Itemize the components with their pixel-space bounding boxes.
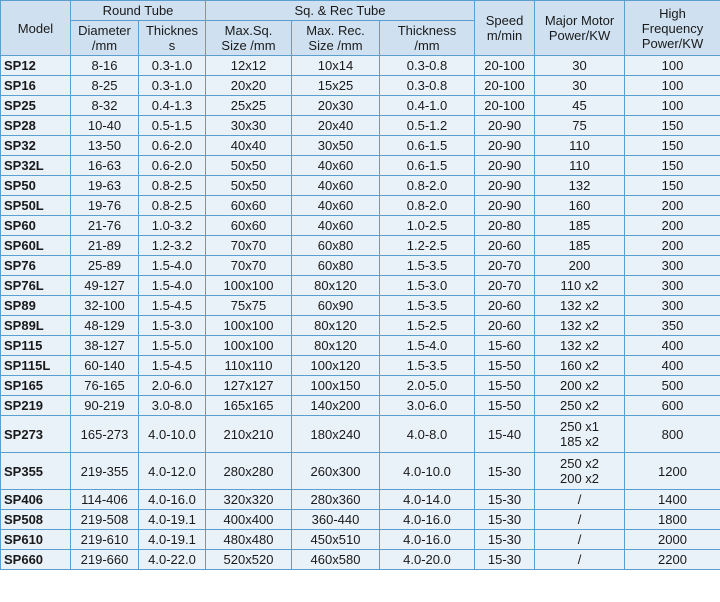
cell-motor-power: 132 x2 xyxy=(535,336,625,356)
cell-max-sq-size: 25x25 xyxy=(206,96,292,116)
cell-max-sq-size: 60x60 xyxy=(206,216,292,236)
cell-hf-power: 150 xyxy=(625,156,720,176)
cell-max-sq-size: 100x100 xyxy=(206,336,292,356)
cell-speed: 15-50 xyxy=(475,396,535,416)
cell-max-sq-size: 127x127 xyxy=(206,376,292,396)
cell-motor-power: 45 xyxy=(535,96,625,116)
cell-diameter: 13-50 xyxy=(71,136,139,156)
table-row xyxy=(1,236,720,256)
cell-diameter: 19-76 xyxy=(71,196,139,216)
cell-model: SP508 xyxy=(1,510,71,530)
cell-diameter: 16-63 xyxy=(71,156,139,176)
cell-model: SP12 xyxy=(1,56,71,76)
cell-model: SP273 xyxy=(1,416,71,453)
cell-motor-power: 200 xyxy=(535,256,625,276)
cell-model: SP50L xyxy=(1,196,71,216)
cell-diameter: 48-129 xyxy=(71,316,139,336)
cell-max-sq-size: 320x320 xyxy=(206,490,292,510)
cell-round-thickness: 1.0-3.2 xyxy=(139,216,206,236)
cell-hf-power: 350 xyxy=(625,316,720,336)
cell-model: SP89 xyxy=(1,296,71,316)
cell-speed: 15-30 xyxy=(475,510,535,530)
cell-round-thickness: 0.8-2.5 xyxy=(139,176,206,196)
header-diameter: Diameter /mm xyxy=(71,21,139,56)
cell-max-sq-size: 70x70 xyxy=(206,256,292,276)
header-max-rec-size: Max. Rec. Size /mm xyxy=(292,21,380,56)
cell-diameter: 21-76 xyxy=(71,216,139,236)
cell-max-sq-size: 210x210 xyxy=(206,416,292,453)
cell-max-rec-size: 280x360 xyxy=(292,490,380,510)
cell-sq-thickness: 4.0-8.0 xyxy=(380,416,475,453)
cell-round-thickness: 0.5-1.5 xyxy=(139,116,206,136)
cell-speed: 20-60 xyxy=(475,236,535,256)
cell-hf-power: 2200 xyxy=(625,550,720,570)
cell-diameter: 219-355 xyxy=(71,453,139,490)
header-round-tube: Round Tube xyxy=(71,1,206,21)
cell-diameter: 8-32 xyxy=(71,96,139,116)
cell-round-thickness: 1.2-3.2 xyxy=(139,236,206,256)
cell-diameter: 219-660 xyxy=(71,550,139,570)
cell-max-sq-size: 280x280 xyxy=(206,453,292,490)
cell-max-sq-size: 40x40 xyxy=(206,136,292,156)
cell-speed: 15-30 xyxy=(475,453,535,490)
cell-max-rec-size: 180x240 xyxy=(292,416,380,453)
cell-max-sq-size: 520x520 xyxy=(206,550,292,570)
cell-motor-power: 250 x1 185 x2 xyxy=(535,416,625,453)
cell-max-sq-size: 20x20 xyxy=(206,76,292,96)
cell-motor-power: 160 x2 xyxy=(535,356,625,376)
header-hf-power: High Frequency Power/KW xyxy=(625,1,720,56)
cell-max-sq-size: 50x50 xyxy=(206,176,292,196)
cell-max-rec-size: 80x120 xyxy=(292,316,380,336)
cell-max-sq-size: 480x480 xyxy=(206,530,292,550)
cell-round-thickness: 4.0-19.1 xyxy=(139,530,206,550)
cell-speed: 15-50 xyxy=(475,356,535,376)
cell-speed: 20-90 xyxy=(475,156,535,176)
cell-round-thickness: 2.0-6.0 xyxy=(139,376,206,396)
cell-hf-power: 200 xyxy=(625,216,720,236)
cell-motor-power: 185 xyxy=(535,216,625,236)
cell-round-thickness: 1.5-5.0 xyxy=(139,336,206,356)
cell-motor-power: 185 xyxy=(535,236,625,256)
table-row xyxy=(1,316,720,336)
table-row xyxy=(1,376,720,396)
cell-diameter: 32-100 xyxy=(71,296,139,316)
cell-model: SP165 xyxy=(1,376,71,396)
cell-max-rec-size: 80x120 xyxy=(292,276,380,296)
cell-round-thickness: 0.4-1.3 xyxy=(139,96,206,116)
cell-diameter: 165-273 xyxy=(71,416,139,453)
cell-round-thickness: 0.3-1.0 xyxy=(139,76,206,96)
table-row xyxy=(1,550,720,570)
header-model: Model xyxy=(1,1,71,56)
cell-hf-power: 100 xyxy=(625,76,720,96)
cell-diameter: 10-40 xyxy=(71,116,139,136)
cell-speed: 20-80 xyxy=(475,216,535,236)
cell-hf-power: 1200 xyxy=(625,453,720,490)
cell-max-rec-size: 60x80 xyxy=(292,256,380,276)
cell-max-rec-size: 100x120 xyxy=(292,356,380,376)
cell-max-rec-size: 20x40 xyxy=(292,116,380,136)
cell-hf-power: 200 xyxy=(625,236,720,256)
cell-speed: 20-90 xyxy=(475,136,535,156)
table-row xyxy=(1,116,720,136)
cell-hf-power: 1800 xyxy=(625,510,720,530)
cell-motor-power: 75 xyxy=(535,116,625,136)
cell-sq-thickness: 1.5-3.5 xyxy=(380,256,475,276)
table-row xyxy=(1,96,720,116)
cell-speed: 20-70 xyxy=(475,276,535,296)
cell-hf-power: 600 xyxy=(625,396,720,416)
cell-sq-thickness: 0.6-1.5 xyxy=(380,136,475,156)
cell-hf-power: 150 xyxy=(625,136,720,156)
cell-max-rec-size: 360-440 xyxy=(292,510,380,530)
cell-model: SP610 xyxy=(1,530,71,550)
cell-motor-power: 30 xyxy=(535,56,625,76)
table-row xyxy=(1,453,720,490)
cell-hf-power: 300 xyxy=(625,256,720,276)
table-row xyxy=(1,530,720,550)
cell-sq-thickness: 2.0-5.0 xyxy=(380,376,475,396)
cell-model: SP60 xyxy=(1,216,71,236)
table-row xyxy=(1,216,720,236)
cell-max-sq-size: 50x50 xyxy=(206,156,292,176)
cell-sq-thickness: 1.5-2.5 xyxy=(380,316,475,336)
cell-max-rec-size: 80x120 xyxy=(292,336,380,356)
cell-max-rec-size: 40x60 xyxy=(292,156,380,176)
cell-max-rec-size: 260x300 xyxy=(292,453,380,490)
header-max-sq-size: Max.Sq. Size /mm xyxy=(206,21,292,56)
header-round-thickness: Thicknes s xyxy=(139,21,206,56)
cell-sq-thickness: 3.0-6.0 xyxy=(380,396,475,416)
cell-max-sq-size: 100x100 xyxy=(206,316,292,336)
cell-round-thickness: 4.0-12.0 xyxy=(139,453,206,490)
cell-diameter: 114-406 xyxy=(71,490,139,510)
table-row xyxy=(1,176,720,196)
cell-max-rec-size: 10x14 xyxy=(292,56,380,76)
cell-sq-thickness: 0.8-2.0 xyxy=(380,196,475,216)
cell-diameter: 219-508 xyxy=(71,510,139,530)
cell-max-rec-size: 60x90 xyxy=(292,296,380,316)
cell-motor-power: 250 x2 xyxy=(535,396,625,416)
cell-diameter: 219-610 xyxy=(71,530,139,550)
cell-diameter: 60-140 xyxy=(71,356,139,376)
cell-sq-thickness: 0.8-2.0 xyxy=(380,176,475,196)
cell-sq-thickness: 4.0-14.0 xyxy=(380,490,475,510)
cell-hf-power: 400 xyxy=(625,336,720,356)
cell-hf-power: 500 xyxy=(625,376,720,396)
table-row xyxy=(1,56,720,76)
table-row xyxy=(1,196,720,216)
cell-speed: 20-100 xyxy=(475,96,535,116)
cell-model: SP89L xyxy=(1,316,71,336)
cell-sq-thickness: 1.5-3.5 xyxy=(380,356,475,376)
cell-sq-thickness: 1.0-2.5 xyxy=(380,216,475,236)
cell-speed: 15-30 xyxy=(475,530,535,550)
table-row xyxy=(1,510,720,530)
cell-motor-power: 30 xyxy=(535,76,625,96)
cell-speed: 15-40 xyxy=(475,416,535,453)
cell-max-sq-size: 75x75 xyxy=(206,296,292,316)
cell-motor-power: 132 x2 xyxy=(535,316,625,336)
cell-round-thickness: 1.5-4.5 xyxy=(139,296,206,316)
cell-model: SP50 xyxy=(1,176,71,196)
cell-sq-thickness: 4.0-20.0 xyxy=(380,550,475,570)
cell-max-rec-size: 460x580 xyxy=(292,550,380,570)
cell-model: SP660 xyxy=(1,550,71,570)
cell-hf-power: 300 xyxy=(625,276,720,296)
cell-model: SP60L xyxy=(1,236,71,256)
cell-motor-power: / xyxy=(535,490,625,510)
cell-max-sq-size: 165x165 xyxy=(206,396,292,416)
cell-round-thickness: 1.5-3.0 xyxy=(139,316,206,336)
cell-hf-power: 100 xyxy=(625,56,720,76)
cell-round-thickness: 1.5-4.0 xyxy=(139,256,206,276)
cell-model: SP115 xyxy=(1,336,71,356)
cell-max-rec-size: 450x510 xyxy=(292,530,380,550)
cell-motor-power: / xyxy=(535,510,625,530)
table-row xyxy=(1,256,720,276)
cell-round-thickness: 0.6-2.0 xyxy=(139,156,206,176)
cell-sq-thickness: 1.5-3.5 xyxy=(380,296,475,316)
cell-sq-thickness: 0.3-0.8 xyxy=(380,56,475,76)
table-body xyxy=(1,56,720,570)
cell-motor-power: 250 x2 200 x2 xyxy=(535,453,625,490)
cell-hf-power: 1400 xyxy=(625,490,720,510)
cell-motor-power: 132 xyxy=(535,176,625,196)
cell-round-thickness: 3.0-8.0 xyxy=(139,396,206,416)
cell-speed: 20-100 xyxy=(475,56,535,76)
cell-sq-thickness: 4.0-10.0 xyxy=(380,453,475,490)
cell-speed: 20-90 xyxy=(475,176,535,196)
cell-speed: 20-70 xyxy=(475,256,535,276)
header-sq-rec-tube: Sq. & Rec Tube xyxy=(206,1,475,21)
cell-sq-thickness: 4.0-16.0 xyxy=(380,530,475,550)
cell-diameter: 49-127 xyxy=(71,276,139,296)
cell-diameter: 25-89 xyxy=(71,256,139,276)
table-row xyxy=(1,356,720,376)
cell-hf-power: 100 xyxy=(625,96,720,116)
cell-round-thickness: 1.5-4.5 xyxy=(139,356,206,376)
cell-model: SP32L xyxy=(1,156,71,176)
table-header xyxy=(1,1,720,56)
cell-model: SP115L xyxy=(1,356,71,376)
cell-max-rec-size: 40x60 xyxy=(292,216,380,236)
cell-model: SP28 xyxy=(1,116,71,136)
cell-sq-thickness: 1.5-3.0 xyxy=(380,276,475,296)
cell-sq-thickness: 1.2-2.5 xyxy=(380,236,475,256)
cell-speed: 20-60 xyxy=(475,296,535,316)
cell-max-sq-size: 110x110 xyxy=(206,356,292,376)
cell-hf-power: 300 xyxy=(625,296,720,316)
cell-max-rec-size: 30x50 xyxy=(292,136,380,156)
cell-hf-power: 200 xyxy=(625,196,720,216)
header-motor-power: Major Motor Power/KW xyxy=(535,1,625,56)
cell-hf-power: 2000 xyxy=(625,530,720,550)
cell-speed: 20-100 xyxy=(475,76,535,96)
cell-motor-power: 110 xyxy=(535,156,625,176)
cell-motor-power: 200 x2 xyxy=(535,376,625,396)
cell-model: SP219 xyxy=(1,396,71,416)
cell-speed: 20-90 xyxy=(475,196,535,216)
cell-round-thickness: 1.5-4.0 xyxy=(139,276,206,296)
cell-motor-power: 110 xyxy=(535,136,625,156)
cell-hf-power: 150 xyxy=(625,176,720,196)
cell-max-sq-size: 60x60 xyxy=(206,196,292,216)
cell-speed: 20-60 xyxy=(475,316,535,336)
header-speed: Speed m/min xyxy=(475,1,535,56)
cell-model: SP16 xyxy=(1,76,71,96)
table-row xyxy=(1,416,720,453)
table-row xyxy=(1,296,720,316)
cell-speed: 20-90 xyxy=(475,116,535,136)
cell-speed: 15-30 xyxy=(475,490,535,510)
cell-sq-thickness: 0.3-0.8 xyxy=(380,76,475,96)
cell-max-rec-size: 140x200 xyxy=(292,396,380,416)
cell-diameter: 38-127 xyxy=(71,336,139,356)
cell-max-sq-size: 12x12 xyxy=(206,56,292,76)
cell-round-thickness: 4.0-22.0 xyxy=(139,550,206,570)
cell-speed: 15-30 xyxy=(475,550,535,570)
cell-max-rec-size: 20x30 xyxy=(292,96,380,116)
cell-motor-power: / xyxy=(535,530,625,550)
cell-max-sq-size: 100x100 xyxy=(206,276,292,296)
cell-hf-power: 150 xyxy=(625,116,720,136)
cell-diameter: 76-165 xyxy=(71,376,139,396)
cell-round-thickness: 0.8-2.5 xyxy=(139,196,206,216)
cell-speed: 15-60 xyxy=(475,336,535,356)
cell-model: SP25 xyxy=(1,96,71,116)
cell-sq-thickness: 4.0-16.0 xyxy=(380,510,475,530)
table-row xyxy=(1,396,720,416)
cell-max-rec-size: 100x150 xyxy=(292,376,380,396)
table-row xyxy=(1,336,720,356)
cell-max-sq-size: 70x70 xyxy=(206,236,292,256)
cell-round-thickness: 0.6-2.0 xyxy=(139,136,206,156)
table-row xyxy=(1,76,720,96)
table-row xyxy=(1,276,720,296)
cell-sq-thickness: 0.6-1.5 xyxy=(380,156,475,176)
cell-round-thickness: 4.0-16.0 xyxy=(139,490,206,510)
cell-max-rec-size: 40x60 xyxy=(292,176,380,196)
cell-model: SP32 xyxy=(1,136,71,156)
cell-hf-power: 800 xyxy=(625,416,720,453)
cell-round-thickness: 4.0-19.1 xyxy=(139,510,206,530)
cell-sq-thickness: 0.5-1.2 xyxy=(380,116,475,136)
cell-motor-power: / xyxy=(535,550,625,570)
cell-model: SP76L xyxy=(1,276,71,296)
cell-sq-thickness: 1.5-4.0 xyxy=(380,336,475,356)
table-row xyxy=(1,136,720,156)
cell-model: SP355 xyxy=(1,453,71,490)
cell-speed: 15-50 xyxy=(475,376,535,396)
cell-max-rec-size: 60x80 xyxy=(292,236,380,256)
table-row xyxy=(1,490,720,510)
cell-diameter: 8-16 xyxy=(71,56,139,76)
cell-max-sq-size: 30x30 xyxy=(206,116,292,136)
cell-diameter: 90-219 xyxy=(71,396,139,416)
cell-diameter: 19-63 xyxy=(71,176,139,196)
cell-sq-thickness: 0.4-1.0 xyxy=(380,96,475,116)
cell-hf-power: 400 xyxy=(625,356,720,376)
cell-round-thickness: 4.0-10.0 xyxy=(139,416,206,453)
cell-round-thickness: 0.3-1.0 xyxy=(139,56,206,76)
cell-max-sq-size: 400x400 xyxy=(206,510,292,530)
cell-diameter: 8-25 xyxy=(71,76,139,96)
cell-max-rec-size: 40x60 xyxy=(292,196,380,216)
cell-model: SP406 xyxy=(1,490,71,510)
cell-model: SP76 xyxy=(1,256,71,276)
cell-max-rec-size: 15x25 xyxy=(292,76,380,96)
cell-motor-power: 132 x2 xyxy=(535,296,625,316)
cell-motor-power: 110 x2 xyxy=(535,276,625,296)
cell-diameter: 21-89 xyxy=(71,236,139,256)
table-row xyxy=(1,156,720,176)
cell-motor-power: 160 xyxy=(535,196,625,216)
header-sq-thickness: Thickness /mm xyxy=(380,21,475,56)
